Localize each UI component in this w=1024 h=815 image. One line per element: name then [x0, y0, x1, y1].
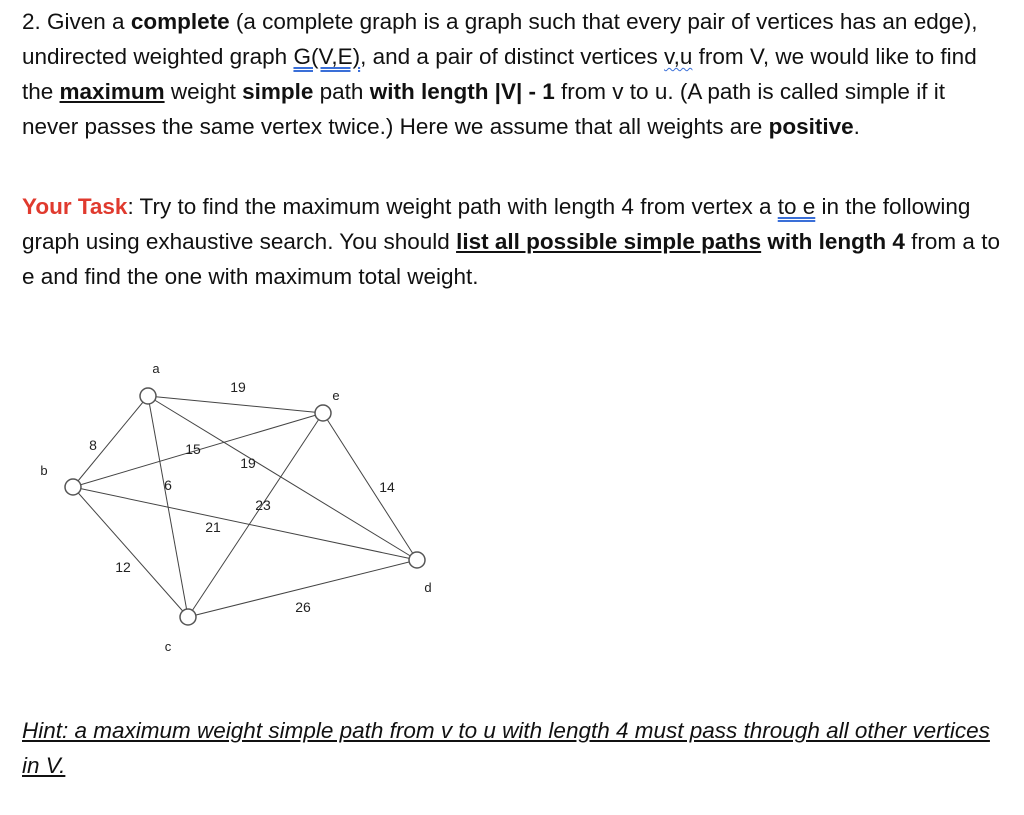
- edge-b-c: [73, 487, 188, 617]
- edge-weight-a-c: 6: [164, 477, 172, 493]
- task-statement: Your Task: Try to find the maximum weight path with length 4 from vertex a to e in the following graph using exhaustive search. You should list all possible simple paths with length 4 from a to e and find the one with maximum total weight.: [22, 194, 1000, 289]
- edge-weight-a-b: 8: [89, 437, 97, 453]
- edge-weight-e-d: 14: [379, 479, 395, 495]
- edge-weight-b-d: 21: [205, 519, 221, 535]
- vertex-d: [409, 552, 425, 568]
- edge-weight-a-e: 19: [230, 379, 246, 395]
- vertex-label-c: c: [164, 639, 172, 654]
- edge-a-e: [148, 396, 323, 413]
- edge-weight-b-c: 12: [115, 559, 131, 575]
- vertex-label-e: e: [332, 388, 340, 403]
- problem-statement: 2. Given a complete (a complete graph is a graph such that every pair of vertices has an edge), undirected weighted graph G(V,E), and a pair of distinct vertices v,u from V, we would like to find the maximum weight simple path with length |V| - 1 from v to u. (A path is called simple if it never passes the same vertex twice.) Here we assume that all weights are positive.: [22, 9, 978, 139]
- vertex-b: [65, 479, 81, 495]
- edge-a-b: [73, 396, 148, 487]
- edge-a-c: [148, 396, 188, 617]
- edge-e-d: [323, 413, 417, 560]
- edge-weight-a-d: 19: [240, 455, 256, 471]
- vertex-c: [180, 609, 196, 625]
- edge-c-e: [188, 413, 323, 617]
- vertex-label-a: a: [152, 361, 160, 376]
- vertex-label-d: d: [424, 580, 432, 595]
- edge-weight-c-d: 26: [295, 599, 311, 615]
- hint: Hint: a maximum weight simple path from v to u with length 4 must pass through all other vertices in V.: [22, 718, 990, 778]
- edge-b-d: [73, 487, 417, 560]
- vertex-label-b: b: [40, 463, 48, 478]
- weighted-graph: [0, 340, 480, 670]
- vertex-a: [140, 388, 156, 404]
- edge-a-d: [148, 396, 417, 560]
- vertex-e: [315, 405, 331, 421]
- edge-weight-c-e: 23: [255, 497, 271, 513]
- edge-weight-b-e: 15: [185, 441, 201, 457]
